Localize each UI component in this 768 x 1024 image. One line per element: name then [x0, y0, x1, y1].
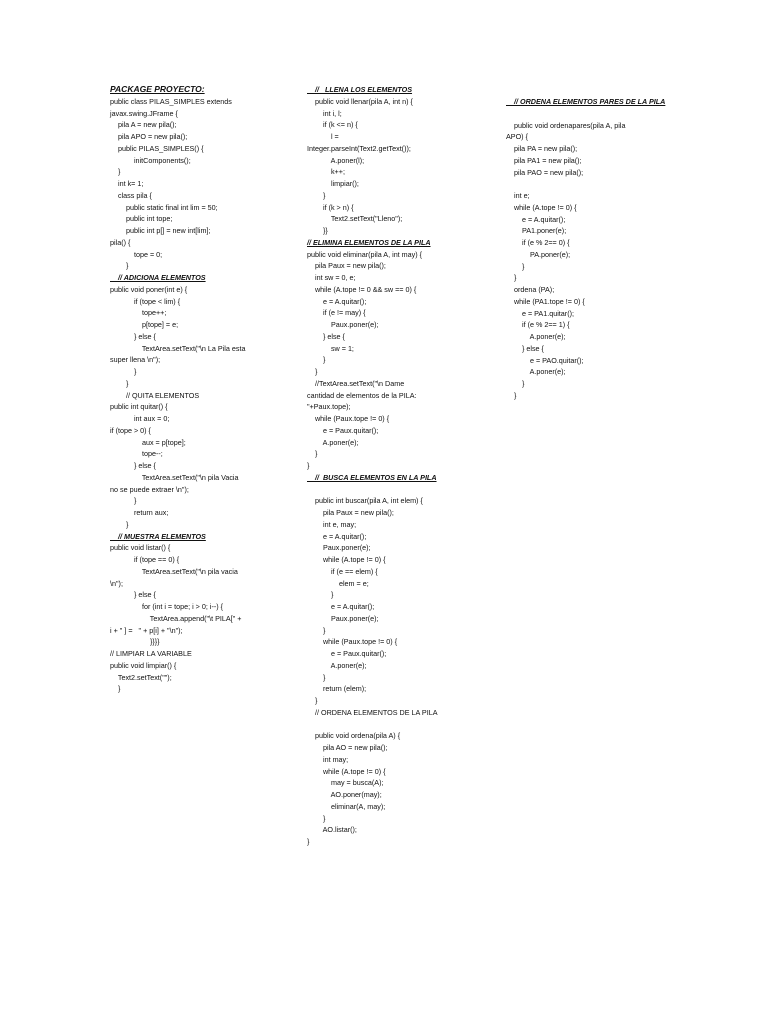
code-line: }: [110, 496, 137, 506]
code-line: // ORDENA ELEMENTOS DE LA PILA: [307, 707, 438, 717]
code-line: public static final int lim = 50;: [110, 202, 218, 212]
code-line: if (k > n) {: [307, 202, 354, 212]
code-line: public void ordenapares(pila A, pila: [506, 120, 626, 130]
code-line: while (A.tope != 0 && sw == 0) {: [307, 284, 417, 294]
code-column-1: [110, 84, 295, 695]
code-line: TextArea.setText("\n pila Vacia: [110, 472, 239, 482]
code-line: e = A.quitar();: [307, 531, 367, 541]
code-line: k++;: [307, 167, 345, 177]
code-line: public void poner(int e) {: [110, 284, 188, 294]
code-line: public void limpiar() {: [110, 660, 177, 670]
code-line: public void ordena(pila A) {: [307, 731, 401, 741]
code-line: }: [307, 813, 326, 823]
code-line: public int buscar(pila A, int elem) {: [307, 496, 423, 506]
code-line: if (e == elem) {: [307, 566, 378, 576]
code-line: while (A.tope != 0) {: [307, 766, 386, 776]
code-line: int i, l;: [307, 108, 342, 118]
code-line: return aux;: [110, 508, 169, 517]
code-line: AO.listar();: [307, 825, 357, 835]
code-line: AO.poner(may);: [307, 790, 382, 799]
code-line: A.poner(e);: [506, 332, 566, 341]
code-line: } else {: [307, 331, 345, 341]
section-heading: // BUSCA ELEMENTOS EN LA PILA: [307, 472, 437, 482]
code-line: }: [506, 390, 517, 400]
code-line: }: [307, 625, 326, 635]
code-line: int k= 1;: [110, 179, 144, 188]
code-line: }: [307, 367, 318, 376]
code-line: e = Paux.quitar();: [307, 649, 387, 658]
code-line: while (A.tope != 0) {: [506, 202, 577, 212]
code-line: Paux.poner(e);: [307, 543, 371, 553]
code-line: Text2.setText("Lleno");: [307, 214, 403, 224]
code-line: p[tope] = e;: [110, 320, 179, 329]
code-line: // QUITA ELEMENTOS: [110, 390, 200, 400]
code-line: } else {: [110, 461, 156, 470]
code-line: e = A.quitar();: [307, 602, 375, 611]
code-line: if (tope > 0) {: [110, 425, 151, 435]
code-line: Text2.setText("");: [110, 672, 172, 682]
code-line: elem = e;: [307, 578, 369, 588]
code-line: A.poner(e);: [307, 437, 359, 447]
code-line: int aux = 0;: [110, 414, 170, 423]
code-line: no se puede extraer \n");: [110, 484, 189, 494]
code-line: int sw = 0, e;: [307, 273, 356, 282]
code-line: pila PA1 = new pila();: [506, 155, 582, 165]
code-line: tope++;: [110, 308, 167, 318]
code-line: int e;: [506, 191, 530, 200]
code-line: if (tope == 0) {: [110, 555, 180, 564]
section-heading: // ADICIONA ELEMENTOS: [110, 273, 206, 282]
code-line: //TextArea.setText("\n Dame: [307, 378, 405, 388]
code-line: pila() {: [110, 237, 131, 247]
code-line: }: [110, 684, 121, 694]
code-line: if (e % 2== 1) {: [506, 320, 570, 330]
code-line: public class PILAS_SIMPLES extends: [110, 96, 232, 106]
code-line: pila APO = new pila();: [110, 132, 188, 141]
code-line: may = busca(A);: [307, 778, 384, 788]
code-line: public int tope;: [110, 214, 173, 224]
code-line: }: [307, 190, 326, 200]
code-line: while (PA1.tope != 0) {: [506, 296, 585, 306]
code-line: for (int i = tope; i > 0; i--) {: [110, 602, 224, 611]
code-line: // LIMPIAR LA VARIABLE: [110, 649, 192, 658]
code-line: javax.swing.JFrame {: [110, 108, 178, 118]
code-line: limpiar();: [307, 179, 359, 188]
code-line: pila Paux = new pila();: [307, 261, 386, 271]
code-line: A.poner(e);: [307, 660, 367, 670]
code-line: }: [110, 367, 137, 376]
code-line: l =: [307, 132, 339, 141]
section-heading: // MUESTRA ELEMENTOS: [110, 531, 206, 541]
code-line: "+Paux.tope);: [307, 402, 351, 412]
code-line: while (A.tope != 0) {: [307, 555, 386, 564]
code-line: while (Paux.tope != 0) {: [307, 414, 390, 423]
code-line: public PILAS_SIMPLES() {: [110, 143, 204, 153]
code-line: while (Paux.tope != 0) {: [307, 637, 398, 647]
code-line: e = A.quitar();: [506, 214, 566, 224]
code-line: tope--;: [110, 449, 163, 459]
code-line: }: [307, 590, 334, 600]
code-line: }: [506, 261, 525, 271]
code-line: PA1.poner(e);: [506, 226, 567, 236]
code-line: public int p[] = new int[lim];: [110, 226, 211, 235]
code-line: PA.poner(e);: [506, 249, 571, 259]
blank-line: [307, 719, 497, 731]
blank-line: [307, 484, 497, 496]
section-heading: // ORDENA ELEMENTOS PARES DE LA PILA: [506, 97, 666, 106]
code-line: }: [110, 519, 129, 529]
blank-line: [506, 178, 666, 190]
code-line: } else {: [110, 590, 156, 600]
code-line: \n");: [110, 578, 123, 588]
code-line: cantidad de elementos de la PILA:: [307, 390, 417, 400]
code-line: pila AO = new pila();: [307, 743, 388, 752]
code-line: }: [307, 696, 318, 705]
code-line: initComponents();: [110, 155, 191, 165]
code-line: public int quitar() {: [110, 402, 168, 412]
code-line: }: [506, 273, 517, 283]
code-line: sw = 1;: [307, 343, 354, 353]
code-column-2: [307, 84, 497, 848]
code-line: }: [110, 261, 129, 271]
code-line: TextArea.append("\t PILA[" +: [110, 613, 242, 623]
code-line: Paux.poner(e);: [307, 613, 379, 623]
code-line: }: [307, 461, 310, 470]
code-line: e = Paux.quitar();: [307, 425, 379, 435]
code-line: ordena (PA);: [506, 285, 555, 294]
code-line: }: [110, 167, 121, 177]
code-line: } else {: [110, 331, 156, 341]
code-line: APO) {: [506, 132, 528, 142]
code-column-3: [506, 96, 666, 402]
code-line: TextArea.setText("\n pila vacia: [110, 566, 238, 576]
code-line: i + " ] = " + p[i] + "\n");: [110, 625, 183, 635]
code-line: if (k <= n) {: [307, 120, 358, 130]
code-line: }: [307, 672, 326, 682]
code-line: }: [307, 449, 318, 459]
code-line: }: [110, 378, 129, 388]
code-line: int e, may;: [307, 519, 357, 529]
code-line: } else {: [506, 343, 544, 353]
code-line: tope = 0;: [110, 249, 163, 259]
code-line: A.poner(l);: [307, 155, 365, 165]
code-line: A.poner(e);: [506, 367, 566, 377]
code-line: pila A = new pila();: [110, 120, 177, 130]
code-line: public void llenar(pila A, int n) {: [307, 96, 413, 106]
code-line: }}}}: [110, 637, 160, 647]
code-line: super llena \n");: [110, 355, 161, 365]
code-line: eliminar(A, may);: [307, 801, 386, 811]
code-line: TextArea.setText("\n La Pila esta: [110, 343, 246, 353]
code-line: if (e % 2== 0) {: [506, 238, 570, 247]
code-line: if (tope < lim) {: [110, 296, 181, 306]
section-heading: // LLENA LOS ELEMENTOS: [307, 85, 413, 94]
code-line: public void listar() {: [110, 543, 171, 553]
code-line: Integer.parseInt(Text2.getText());: [307, 143, 411, 153]
section-heading: // ELIMINA ELEMENTOS DE LA PILA: [307, 237, 431, 247]
code-line: e = PA1.quitar();: [506, 308, 574, 318]
blank-line: [506, 108, 666, 120]
code-line: pila PA = new pila();: [506, 144, 578, 153]
code-line: pila Paux = new pila();: [307, 508, 394, 517]
code-line: }: [506, 379, 525, 388]
code-line: int may;: [307, 754, 349, 764]
code-line: if (e != may) {: [307, 308, 366, 318]
code-line: }: [307, 355, 326, 365]
code-line: Paux.poner(e);: [307, 320, 379, 329]
code-line: return (elem);: [307, 684, 367, 694]
code-line: }: [307, 837, 310, 846]
section-heading: PACKAGE PROYECTO:: [110, 84, 205, 94]
code-line: }}: [307, 226, 328, 235]
code-line: public void eliminar(pila A, int may) {: [307, 249, 423, 259]
code-line: e = A.quitar();: [307, 296, 367, 306]
code-line: class pila {: [110, 190, 152, 200]
code-line: aux = p[tope];: [110, 437, 186, 447]
code-line: pila PAO = new pila();: [506, 167, 584, 177]
code-line: e = PAO.quitar();: [506, 355, 584, 365]
